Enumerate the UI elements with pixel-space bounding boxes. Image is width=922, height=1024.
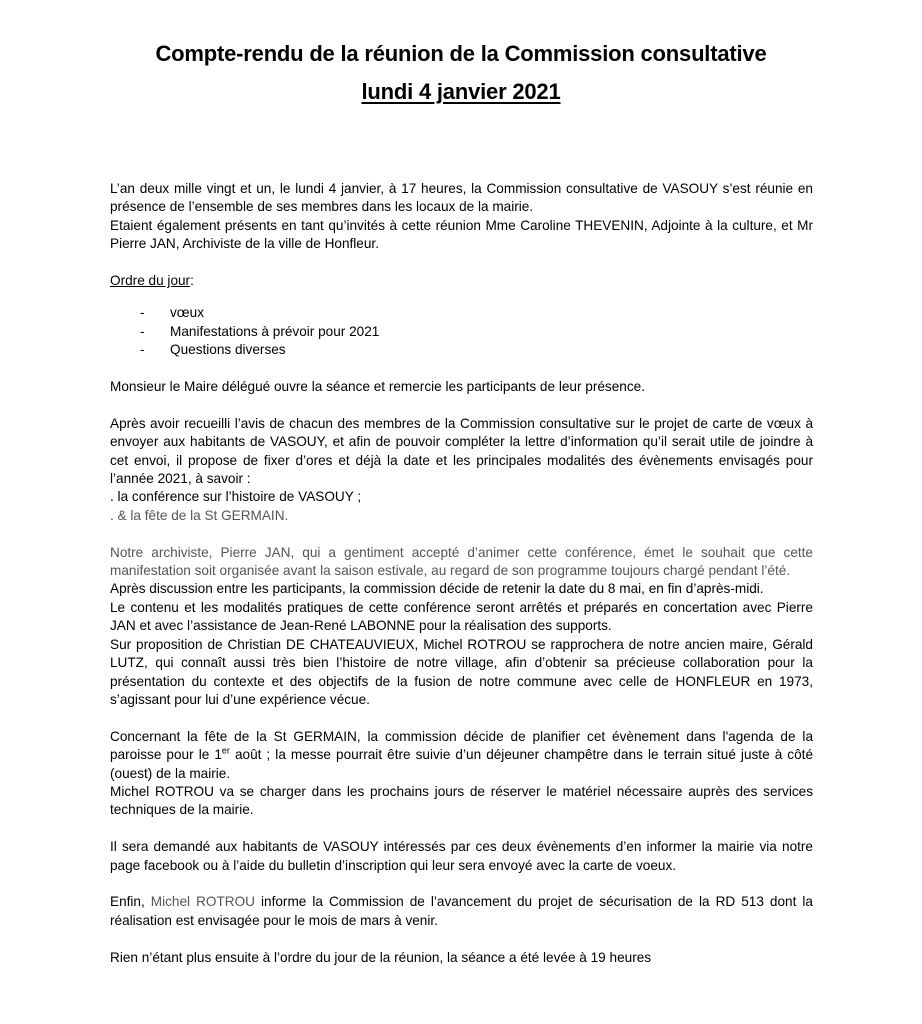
- security-text-start: Enfin,: [110, 894, 151, 910]
- conference-paragraph-3: Le contenu et les modalités pratiques de cette conférence seront arrêtés et préparés en concertation avec Pierre JAN et avec l’assistance de Jean-René LABONNE pour la réalisation des supports.: [110, 599, 813, 634]
- intro-paragraph: L’an deux mille vingt et un, le lundi 4 janvier, à 17 heures, la Commission consultative de VASOUY s’est réunie en présence de l’ensemble de ses membres dans les locaux de la mairie.: [110, 181, 813, 215]
- event-item-fete: . & la fête de la St GERMAIN.: [110, 507, 289, 523]
- agenda-colon: :: [190, 273, 194, 289]
- registration-paragraph: Il sera demandé aux habitants de VASOUY intéressés par ces deux évènements d’en informer la mairie via notre page facebook ou à l’aide du bulletin d’inscription qui leur sera envoyé avec la carte de voeux.: [110, 839, 813, 873]
- security-text-name: Michel ROTROU: [150, 894, 255, 910]
- greeting-cards-paragraph: Après avoir recueilli l’avis de chacun des membres de la Commission consultative sur le projet de carte de vœux à envoyer aux habitants de VASOUY, et afin de pouvoir compléter la lettre d’information qu’il serait utile de joindre à cet envoi, il propose de fixer d’ores et déjà la date et les principales modalités des évènements envisagés pour l’année 2021, à savoir :: [110, 415, 813, 487]
- conference-paragraph-4: Sur proposition de Christian DE CHATEAUVIEUX, Michel ROTROU se rapprochera de notre ancien maire, Gérald LUTZ, qui connaît aussi très bien l’histoire de notre village, afin d’obtenir sa précieuse collaboration pour la présentation du contexte et des objectifs de la fusion de notre commune avec celle de HONFLEUR en 1973, s’agissant pour lui d’une expérience vécue.: [110, 636, 813, 707]
- conference-paragraph-2: Après discussion entre les participants, la commission décide de retenir la date du 8 mai, en fin d’après-midi.: [110, 581, 764, 597]
- guests-paragraph: Etaient également présents en tant qu’invités à cette réunion Mme Caroline THEVENIN, Adjointe à la culture, et Mr Pierre JAN, Archiviste de la ville de Honfleur.: [110, 217, 813, 252]
- document-title: Compte-rendu de la réunion de la Commission consultative: [155, 41, 767, 66]
- document-body: [110, 180, 813, 967]
- agenda-heading: [110, 272, 813, 290]
- opening-paragraph: Monsieur le Maire délégué ouvre la séance et remercie les participants de leur présence.: [110, 379, 645, 395]
- list-item: - vœux: [140, 304, 813, 322]
- list-item: - Questions diverses: [140, 341, 813, 359]
- security-project-paragraph: [110, 893, 813, 930]
- closing-paragraph: Rien n’étant plus ensuite à l’ordre du jour de la réunion, la séance a été levée à 19 heures: [110, 949, 652, 965]
- fete-text-start: Concernant la fête de la St GERMAIN, la commission décide de planifier cet évènement dans l'agenda de la paroisse pour le 1: [110, 728, 813, 763]
- event-item-conference: . la conférence sur l’histoire de VASOUY ;: [110, 489, 362, 505]
- meeting-date-title: lundi 4 janvier 2021: [361, 79, 561, 104]
- agenda-label: Ordre du jour: [110, 273, 191, 289]
- fete-text-end: août ; la messe pourrait être suivie d’un déjeuner champêtre dans le terrain situé juste à côté (ouest) de la mairie.: [110, 747, 814, 781]
- conference-paragraph-1: Notre archiviste, Pierre JAN, qui a gentiment accepté d’animer cette conférence, émet le souhait que cette manifestation soit organisée avant la saison estivale, au regard de son programme toujours chargé pendant l’été.: [110, 544, 813, 579]
- agenda-list: [110, 304, 813, 359]
- fete-paragraph: [110, 728, 813, 783]
- security-text-end: informe la Commission de l’avancement du projet de sécurisation de la RD 513 dont la réalisation est envisagée pour le mois de mars à venir.: [110, 894, 813, 928]
- list-item: - Manifestations à prévoir pour 2021: [140, 323, 813, 341]
- equipment-paragraph: Michel ROTROU va se charger dans les prochains jours de réserver le matériel nécessaire auprès des services techniques de la mairie.: [110, 783, 813, 818]
- fete-superscript: er: [221, 745, 230, 756]
